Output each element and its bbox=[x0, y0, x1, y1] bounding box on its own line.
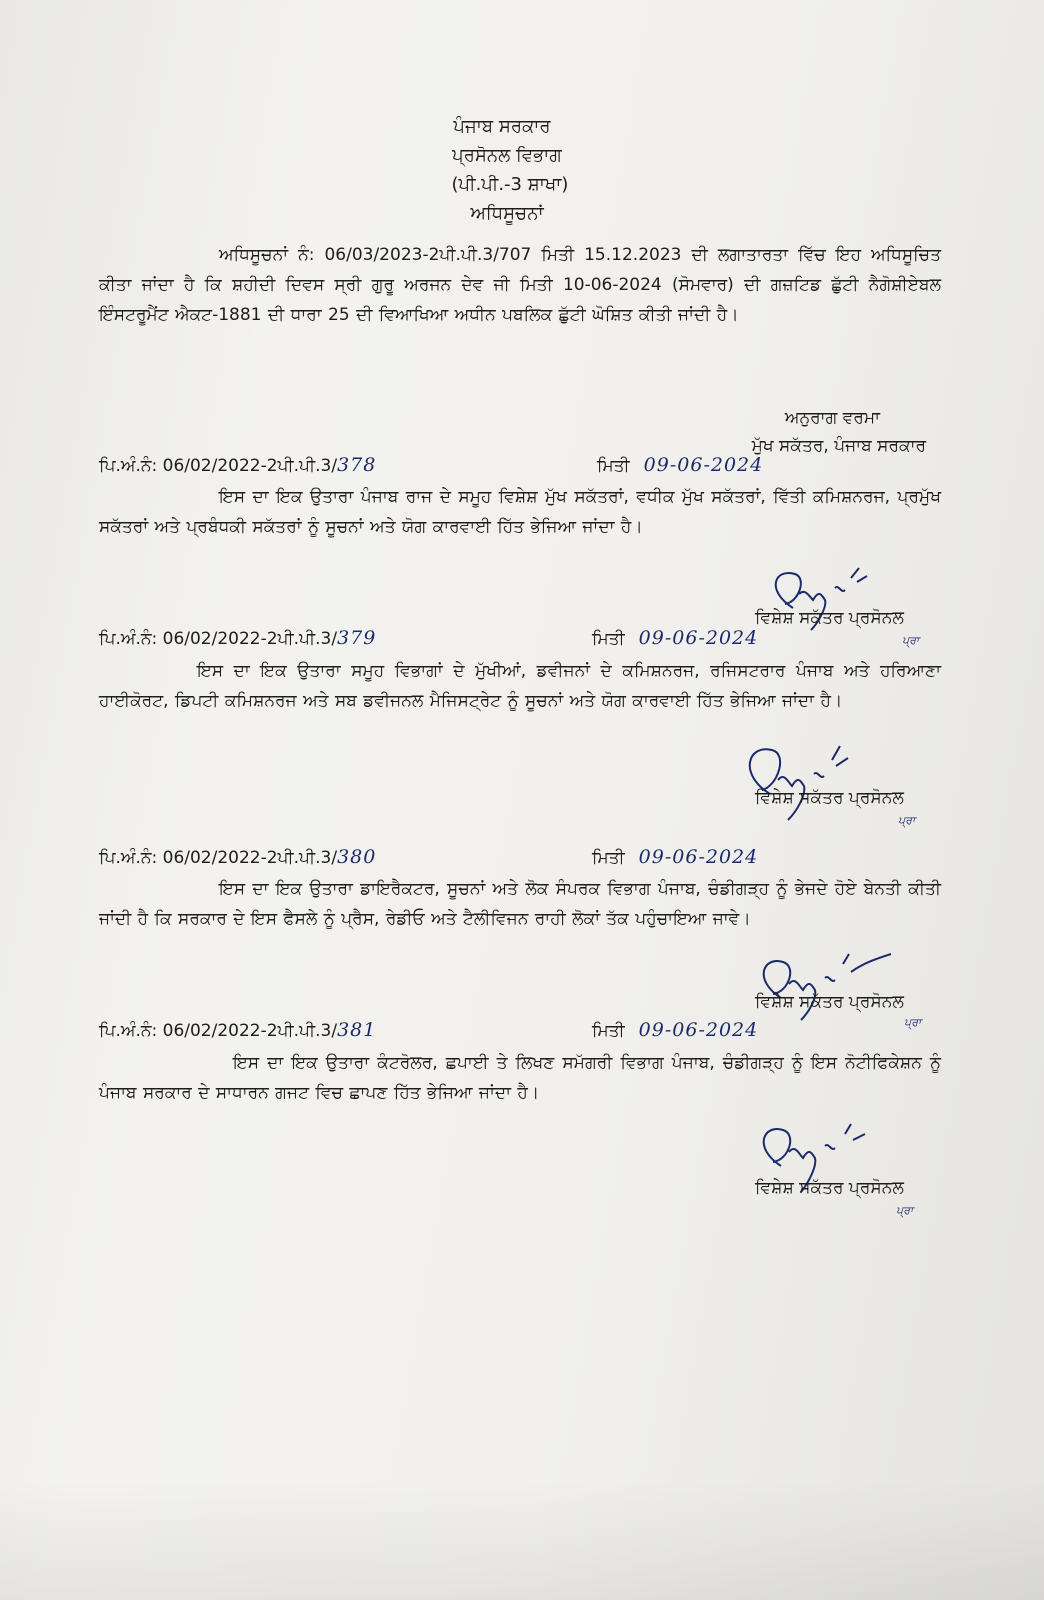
endorsement-body bbox=[99, 482, 941, 542]
initials: ਪ੍ਰਾ bbox=[898, 814, 916, 827]
endorsement-text: ਇਸ ਦਾ ਇਕ ਉਤਾਰਾ ਸਮੂਹ ਵਿਭਾਗਾਂ ਦੇ ਮੁੱਖੀਆਂ, ਡਵੀਜਨਾਂ ਦੇ ਕਮਿਸ਼ਨਰਜ, ਰਜਿਸਟਰਾਰ ਪੰਜਾਬ ਅਤੇ ਹਰਿਆਣਾ ਹਾਈਕੋਰਟ, ਡਿਪਟੀ ਕਮਿਸ਼ਨਰਜ ਅਤੇ ਸਬ ਡਵੀਜਨਲ ਮੈਜਿਸਟ੍ਰੇਟ ਨੂੰ ਸੂਚਨਾਂ ਅਤੇ ਯੋਗ ਕਾਰਵਾਈ ਹਿੱਤ ਭੇਜਿਆ ਜਾਂਦਾ ਹੈ। bbox=[99, 661, 941, 711]
initials: ਪ੍ਰਾ bbox=[904, 1016, 922, 1029]
chief-secretary-signature-block bbox=[752, 404, 926, 460]
endorsement-ref-line bbox=[99, 627, 939, 657]
date-label: ਮਿਤੀ bbox=[597, 456, 630, 476]
header-department: ਪ੍ਰਸੋਨਲ ਵਿਭਾਗ bbox=[452, 145, 562, 166]
endorsement-text: ਇਸ ਦਾ ਇਕ ਉਤਾਰਾ ਪੰਜਾਬ ਰਾਜ ਦੇ ਸਮੂਹ ਵਿਸ਼ੇਸ਼ ਮੁੱਖ ਸਕੱਤਰਾਂ, ਵਧੀਕ ਮੁੱਖ ਸਕੱਤਰਾਂ, ਵਿੱਤੀ ਕਮਿਸ਼ਨਰਜ, ਪ੍ਰਮੁੱਖ ਸਕੱਤਰਾਂ ਅਤੇ ਪ੍ਰਬੰਧਕੀ ਸਕੱਤਰਾਂ ਨੂੰ ਸੂਚਨਾਂ ਅਤੇ ਯੋਗ ਕਾਰਵਾਈ ਹਿੱਤ ਭੇਜਿਆ ਜਾਂਦਾ ਹੈ। bbox=[99, 487, 941, 537]
endorsement-text: ਇਸ ਦਾ ਇਕ ਉਤਾਰਾ ਡਾਇਰੈਕਟਰ, ਸੂਚਨਾਂ ਅਤੇ ਲੋਕ ਸੰਪਰਕ ਵਿਭਾਗ ਪੰਜਾਬ, ਚੰਡੀਗੜ੍ਹ ਨੂੰ ਭੇਜਦੇ ਹੋਏ ਬੇਨਤੀ ਕੀਤੀ ਜਾਂਦੀ ਹੈ ਕਿ ਸਰਕਾਰ ਦੇ ਇਸ ਫੈਸਲੇ ਨੂੰ ਪ੍ਰੈਸ, ਰੇਡੀਓ ਅਤੇ ਟੈਲੀਵਿਜਨ ਰਾਹੀ ਲੋਕਾਂ ਤੱਕ ਪਹੁੰਚਾਇਆ ਜਾਵੇ। bbox=[99, 879, 941, 929]
endorsement-signatory: ਵਿਸ਼ੇਸ਼ ਸਕੱਤਰ ਪ੍ਰਸੋਨਲ bbox=[755, 1178, 904, 1198]
endorsement-body bbox=[99, 656, 941, 716]
ref-number: 379 bbox=[337, 627, 377, 649]
initials: ਪ੍ਰਾ bbox=[896, 1204, 914, 1217]
endorsement-body bbox=[99, 1048, 941, 1108]
ref-number: 381 bbox=[337, 1019, 377, 1041]
endorsement-signatory: ਵਿਸ਼ੇਸ਼ ਸਕੱਤਰ ਪ੍ਰਸੋਨਲ bbox=[755, 992, 904, 1012]
signatory-title: ਮੁੱਖ ਸਕੱਤਰ, ਪੰਜਾਬ ਸਰਕਾਰ bbox=[751, 436, 926, 456]
notification-text: ਅਧਿਸੂਚਨਾਂ ਨੰ: 06/03/2023-2ਪੀ.ਪੀ.3/707 ਮਿਤੀ 15.12.2023 ਦੀ ਲਗਾਤਾਰਤਾ ਵਿੱਚ ਇਹ ਅਧਿਸੂਚਿਤ ਕੀਤਾ ਜਾਂਦਾ ਹੈ ਕਿ ਸ਼ਹੀਦੀ ਦਿਵਸ ਸ੍ਰੀ ਗੁਰੂ ਅਰਜਨ ਦੇਵ ਜੀ ਮਿਤੀ 10-06-2024 (ਸੋਮਵਾਰ) ਦੀ ਗਜ਼ਟਿਡ ਛੁੱਟੀ ਨੈਗੋਸ਼ੀਏਬਲ ਇੰਸਟਰੂਮੈਂਟ ਐਕਟ-1881 ਦੀ ਧਾਰਾ 25 ਦੀ ਵਿਆਖਿਆ ਅਧੀਨ ਪਬਲਿਕ ਛੁੱਟੀ ਘੋਸ਼ਿਤ ਕੀਤੀ ਜਾਂਦੀ ਹੈ। bbox=[99, 245, 941, 325]
endorsement-ref-line bbox=[99, 1019, 939, 1049]
date-label: ਮਿਤੀ bbox=[592, 1021, 625, 1041]
handwritten-signature bbox=[730, 738, 870, 828]
handwritten-date: 09-06-2024 bbox=[638, 846, 759, 868]
document-header bbox=[0, 112, 1044, 228]
date-label: ਮਿਤੀ bbox=[592, 848, 625, 868]
header-branch: (ਪੀ.ਪੀ.-3 ਸ਼ਾਖਾ) bbox=[451, 174, 569, 195]
initials: ਪ੍ਰਾ bbox=[902, 634, 920, 647]
handwritten-date: 09-06-2024 bbox=[638, 627, 759, 649]
endorsement-text: ਇਸ ਦਾ ਇਕ ਉਤਾਰਾ ਕੰਟਰੋਲਰ, ਛਪਾਈ ਤੇ ਲਿਖਣ ਸਮੱਗਰੀ ਵਿਭਾਗ ਪੰਜਾਬ, ਚੰਡੀਗੜ੍ਹ ਨੂੰ ਇਸ ਨੋਟੀਫਿਕੇਸ਼ਨ ਨੂੰ ਪੰਜਾਬ ਸਰਕਾਰ ਦੇ ਸਾਧਾਰਨ ਗਜਟ ਵਿਚ ਛਾਪਣ ਹਿੱਤ ਭੇਜਿਆ ਜਾਂਦਾ ਹੈ। bbox=[99, 1053, 941, 1103]
endorsement-signatory: ਵਿਸ਼ੇਸ਼ ਸਕੱਤਰ ਪ੍ਰਸੋਨਲ bbox=[755, 788, 904, 808]
notification-body bbox=[99, 240, 941, 330]
endorsement-signatory: ਵਿਸ਼ੇਸ਼ ਸਕੱਤਰ ਪ੍ਰਸੋਨਲ bbox=[755, 608, 904, 628]
ref-prefix: ਪਿ.ਅੰ.ਨੰ: 06/02/2022-2ਪੀ.ਪੀ.3/ bbox=[99, 456, 338, 476]
ref-prefix: ਪਿ.ਅੰ.ਨੰ: 06/02/2022-2ਪੀ.ਪੀ.3/ bbox=[99, 1021, 338, 1041]
ref-prefix: ਪਿ.ਅੰ.ਨੰ: 06/02/2022-2ਪੀ.ਪੀ.3/ bbox=[99, 848, 338, 868]
ref-prefix: ਪਿ.ਅੰ.ਨੰ: 06/02/2022-2ਪੀ.ਪੀ.3/ bbox=[99, 629, 338, 649]
handwritten-date: 09-06-2024 bbox=[643, 454, 764, 476]
endorsement-ref-line bbox=[99, 846, 939, 876]
signatory-name: ਅਨੁਰਾਗ ਵਰਮਾ bbox=[784, 408, 880, 428]
header-notification-title: ਅਧਿਸੂਚਨਾਂ bbox=[470, 203, 544, 224]
handwritten-date: 09-06-2024 bbox=[638, 1019, 759, 1041]
ref-number: 380 bbox=[337, 846, 377, 868]
ref-number: 378 bbox=[337, 454, 377, 476]
header-government: ਪੰਜਾਬ ਸਰਕਾਰ bbox=[453, 116, 551, 137]
handwritten-signature bbox=[745, 950, 905, 1030]
date-label: ਮਿਤੀ bbox=[592, 629, 625, 649]
endorsement-body bbox=[99, 874, 941, 934]
endorsement-ref-line bbox=[99, 454, 939, 484]
